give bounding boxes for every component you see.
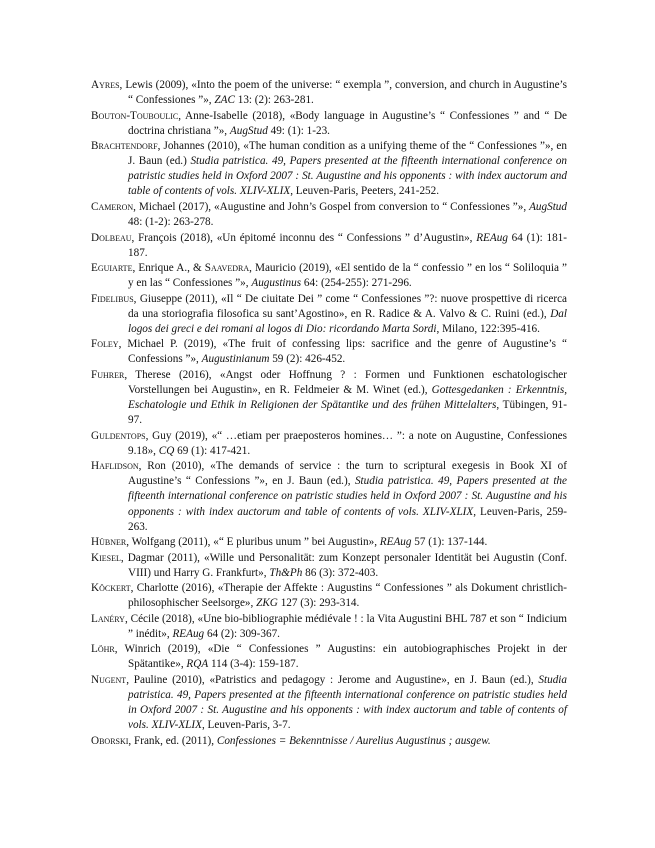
entry-tail: , Milano, 122:395-416.: [436, 322, 540, 335]
entry-text: , Anne-Isabelle (2018), «Body language in Augustine’s “ Confessiones ” and “ De doctrina christiana ”»,: [128, 109, 567, 137]
entry-author: Eguiarte: [91, 262, 133, 275]
entry-title: REAug: [476, 231, 508, 244]
bibliography-entry: [91, 78, 567, 108]
bibliography-entry: [91, 734, 567, 749]
entry-text: , Johannes (2010), «The human condition as a unifying theme of the “ Confessiones ”», en J. Baun (ed.): [128, 140, 567, 168]
entry-tail: , Leuven-Paris, Peeters, 241-252.: [290, 185, 440, 198]
entry-title: Studia patristica. 49, Papers presented at the fifteenth international conference on patristic studies held in Oxford 2007 : St. Augustine and his opponents : with index auctorum and table of contents of vols. XLIV-XLIX: [128, 673, 567, 732]
entry-author: Brachtendorf: [91, 140, 158, 153]
entry-title: REAug: [379, 536, 412, 549]
entry-title: Studia patristica. 49, Papers presented at the fifteenth international conference on patristic studies held in Oxford 2007 : St. Augustine and his opponents : with index auctorum and table of contents of vols. XLIV-XLIX: [128, 475, 567, 518]
bibliography-entry: [91, 139, 567, 199]
bibliography-entry: [91, 109, 567, 139]
bibliography-entry: [91, 337, 567, 367]
entry-tail: 64 (1): 181-187.: [128, 231, 567, 259]
entry-tail: 48: (1-2): 263-278.: [128, 216, 214, 229]
entry-author: Dolbeau: [91, 231, 132, 244]
entry-text: , Guy (2019), «“ …etiam per praeposteros homines… ”: a note on Augustine, Confessiones 9.18»,: [128, 429, 567, 457]
entry-tail: 64: (254-255): 271-296.: [301, 277, 412, 290]
entry-text: , Michael (2017), «Augustine and John’s Gospel from conversion to “ Confessiones ”»,: [133, 200, 530, 213]
entry-title: Confessiones = Bekenntnisse / Aurelius Augustinus ; ausgew.: [216, 734, 491, 747]
bibliography-entry: [91, 368, 567, 428]
entry-title: RQA: [186, 658, 209, 671]
entry-tail: 64 (2): 309-367.: [204, 627, 280, 640]
entry-author: Hübner: [91, 536, 127, 549]
entry-author: Löhr: [91, 643, 115, 656]
entry-text: , Winrich (2019), «Die “ Confessiones ” Augustins: ein autobiographisches Projekt in der Spätantike»,: [114, 643, 567, 671]
entry-author: Köckert: [91, 582, 131, 595]
bibliography-entry: [91, 429, 567, 459]
entry-text: , Charlotte (2016), «Therapie der Affekte : Augustins “ Confessiones ” als Dokument christlich-philosophischer Seelsorge»,: [128, 582, 567, 610]
entry-title: Augustinus: [251, 277, 302, 290]
entry-author: Bouton-Touboulic: [91, 109, 179, 122]
entry-text: , Cécile (2018), «Une bio-bibliographie médiévale ! : la Vita Augustini BHL 787 et son “ Indicium ” inédit»,: [124, 612, 567, 640]
entry-author: Foley: [91, 338, 119, 351]
bibliography-entry: [91, 612, 567, 642]
bibliography-entry: [91, 261, 567, 291]
entry-text: , François (2018), «Un épitomé inconnu des “ Confessions ” d’Augustin»,: [131, 231, 477, 244]
entry-title: AugStud: [229, 124, 268, 137]
entry-tail: 59 (2): 426-452.: [269, 353, 346, 366]
entry-author: Kiesel: [91, 551, 121, 564]
entry-text: , Enrique A., &: [132, 262, 205, 275]
entry-text: , Frank, ed. (2011),: [128, 734, 217, 747]
bibliography: [91, 78, 567, 749]
entry-author: Oborski: [91, 734, 129, 747]
entry-tail: 86 (3): 372-403.: [302, 566, 379, 579]
entry-author: Fidelibus: [91, 292, 134, 305]
bibliography-entry: [91, 673, 567, 733]
bibliography-entry: [91, 551, 567, 581]
entry-tail: , Leuven-Paris, 3-7.: [201, 719, 291, 732]
entry-title: Augustinianum: [201, 353, 270, 366]
entry-author: Ayres: [91, 79, 120, 91]
entry-text: , Ron (2010), «The demands of service : the turn to scriptural exegesis in Book XI of Augustine’s “ Confessions ”», en J. Baun (ed.),: [128, 460, 567, 488]
entry-author: Lanéry: [91, 612, 125, 625]
entry-tail: , Leuven-Paris, 259-263.: [128, 505, 568, 533]
entry-title: REAug: [172, 627, 205, 640]
bibliography-entry: [91, 231, 567, 261]
entry-tail: 69 (1): 417-421.: [174, 444, 251, 457]
bibliography-entry: [91, 292, 567, 337]
bibliography-entry: [91, 459, 567, 534]
entry-title: ZAC: [214, 94, 235, 107]
entry-author: Fuhrer: [91, 368, 125, 381]
entry-text: , Lewis (2009), «Into the poem of the universe: “ exempla ”, conversion, and church in Augustine’s “ Confessiones ”»,: [119, 79, 567, 107]
entry-tail: , Tübingen, 91-97.: [128, 399, 567, 427]
entry-text: , Therese (2016), «Angst oder Hoffnung ? : Formen und Funktionen eschatologischer Vorstellungen bei Augustin», en R. Feldmeier & M. Winet (ed.),: [124, 368, 567, 396]
entry-title: Studia patristica. 49, Papers presented at the fifteenth international conference on patristic studies held in Oxford 2007 : St. Augustine and his opponents : with index auctorum and table of contents of vols. XLIV-XLIX: [128, 155, 568, 198]
entry-title: Th&Ph: [269, 566, 303, 579]
entry-title: AugStud: [529, 200, 567, 213]
entry-tail: 13: (2): 263-281.: [234, 94, 314, 107]
entry-text: , Dagmar (2011), «Wille und Personalität: zum Konzept personaler Identität bei Augustin (Conf. VIII) und Harry G. Frankfurt»,: [120, 551, 567, 579]
entry-author: Cameron: [91, 200, 134, 213]
entry-tail: 127 (3): 293-314.: [277, 597, 360, 610]
bibliography-entry: [91, 581, 567, 611]
bibliography-entry: [91, 535, 567, 550]
entry-text: , Giuseppe (2011), «Il “ De ciuitate Dei ” come “ Confessiones ”?: nuove prospettive di ricerca da una storiografia filosofica su sant’Agostino», en R. Radice & A. Valvo & C. Ruini (ed.),: [128, 292, 567, 320]
entry-author: Haflidson: [91, 460, 139, 473]
entry-author: Guldentops: [91, 429, 146, 442]
entry-text: , Pauline (2010), «Patristics and pedagogy : Jerome and Augustine», en J. Baun (ed.),: [126, 673, 539, 686]
entry-text: , Wolfgang (2011), «“ E pluribus unum ” bei Augustin»,: [126, 536, 380, 549]
entry-tail: 114 (3-4): 159-187.: [208, 658, 299, 671]
bibliography-entry: [91, 200, 567, 230]
entry-tail: 57 (1): 137-144.: [411, 536, 488, 549]
entry-tail: 49: (1): 1-23.: [267, 124, 330, 137]
entry-title: Dal logos dei greci e dei romani al logos di Dio: ricordando Marta Sordi: [128, 307, 567, 335]
entry-text: , Michael P. (2019), «The fruit of confessing lips: sacrifice and the genre of Augustine’s “ Confessions ”»,: [118, 338, 567, 366]
entry-title: Gottesgedanken : Erkenntnis, Eschatologie und Ethik in Religionen der Spätantike und des frühen Mittelalters: [128, 384, 567, 412]
entry-coauthor: Saavedra: [204, 262, 250, 275]
entry-author: Nugent: [91, 673, 127, 686]
bibliography-entry: [91, 642, 567, 672]
entry-title: ZKG: [256, 597, 278, 610]
entry-title: CQ: [158, 444, 175, 457]
entry-text-2: , Mauricio (2019), «El sentido de la “ confessio ” en los “ Soliloquia ” y en las “ Confessiones ”»,: [128, 262, 568, 290]
